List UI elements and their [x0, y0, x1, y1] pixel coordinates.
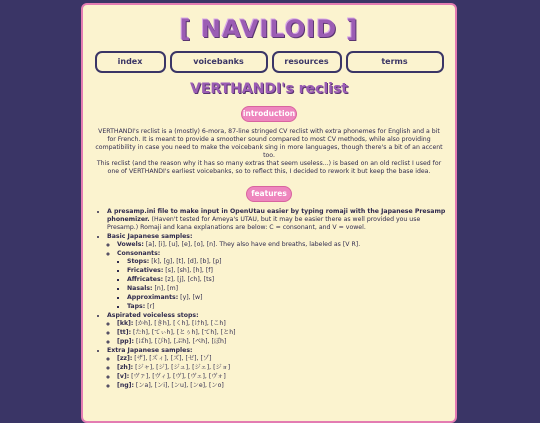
page-container	[81, 3, 457, 423]
list-item	[127, 258, 447, 266]
consonant-label: Approximants:	[127, 293, 179, 301]
aspirated-title: Aspirated voiceless stops:	[107, 311, 199, 319]
list-item	[127, 285, 447, 293]
site-title[interactable]: [ NAVILOID ]	[179, 15, 359, 43]
list-item	[127, 303, 447, 311]
presamp-note: (Haven't tested for Ameya's UTAU, but it may be easier there as well provided you use Presamp.) Romaji and kana explanations are below: C = consonant, and V = vowel.	[107, 215, 421, 231]
consonant-value: [n], [m]	[152, 284, 179, 292]
vowels-value: [a], [i], [u], [e], [o], [n]. They also have end breaths, labeled as [V R].	[143, 240, 361, 248]
consonant-value: [y], [w]	[178, 293, 203, 301]
list-item	[127, 276, 447, 284]
extra-value: [ヴァ], [ヴィ], [ヴ], [ヴェ], [ヴォ]	[129, 372, 226, 380]
presamp-title: A presamp.ini file to make input in OpenUtau easier by typing romaji with the Japanese Presamp phonemizer.	[107, 207, 446, 223]
section-heading-introduction: introduction	[241, 106, 297, 122]
extra-value: [ジャ], [ジ], [ジュ], [ジェ], [ジョ]	[133, 363, 231, 371]
extra-title: Extra Japanese samples:	[107, 346, 193, 354]
section-heading-features: features	[246, 186, 292, 202]
consonant-label: Stops:	[127, 257, 150, 265]
consonant-value: [z], [j], [ch], [ts]	[163, 275, 215, 283]
consonant-label: Taps:	[127, 302, 146, 310]
consonant-label: Affricates:	[127, 275, 164, 283]
extra-label: [zz]:	[117, 354, 133, 362]
nav-index-button[interactable]: index	[95, 51, 166, 73]
intro-paragraph-2: This reclist (and the reason why it has so many extras that seem useless...) is based on an old reclist I used for one of VERTHANDI's earliest voicebanks, so to reflect this, I decided to rework it but keep the base idea.	[96, 160, 442, 176]
list-item	[127, 267, 447, 275]
list-item	[117, 373, 447, 381]
list-item	[117, 241, 447, 249]
list-item	[117, 250, 447, 311]
vowels-label: Vowels:	[117, 240, 144, 248]
aspirated-label: [pp]:	[117, 337, 134, 345]
list-item	[117, 355, 447, 363]
list-item	[117, 382, 447, 390]
list-item	[107, 233, 447, 311]
consonant-value: [r]	[145, 302, 155, 310]
list-item	[107, 208, 447, 232]
nav-terms-button[interactable]: terms	[346, 51, 444, 73]
extra-label: [v]:	[117, 372, 130, 380]
consonant-label: Nasals:	[127, 284, 153, 292]
aspirated-label: [kk]:	[117, 319, 134, 327]
consonant-label: Fricatives:	[127, 266, 164, 274]
list-item	[107, 347, 447, 390]
nav-voicebanks-button[interactable]: voicebanks	[170, 51, 268, 73]
nav-resources-button[interactable]: resources	[272, 51, 342, 73]
basic-samples-title: Basic Japanese samples:	[107, 232, 193, 240]
list-item	[127, 294, 447, 302]
list-item	[117, 320, 447, 328]
aspirated-value: [かh], [きh], [くh], [けh], [こh]	[133, 319, 226, 327]
extra-value: [ンa], [ンi], [ンu], [ンe], [ンo]	[133, 381, 224, 389]
list-item	[107, 312, 447, 346]
list-item	[117, 329, 447, 337]
extra-label: [ng]:	[117, 381, 134, 389]
extra-label: [zh]:	[117, 363, 134, 371]
extra-value: [ザ], [ズィ], [ズ], [ゼ], [ゾ]	[132, 354, 212, 362]
introduction-text	[93, 128, 445, 177]
aspirated-value: [たh], [てぃh], [とぅh], [てh], [とh]	[131, 328, 236, 336]
consonants-label: Consonants:	[117, 249, 161, 257]
nav-bar	[83, 51, 455, 73]
aspirated-label: [tt]:	[117, 328, 132, 336]
consonant-value: [s], [sh], [h], [f]	[163, 266, 213, 274]
list-item	[117, 364, 447, 372]
aspirated-value: [ぱh], [ぴh], [ぷh], [ぺh], [ぽh]	[134, 337, 227, 345]
page-title: VERTHANDI's reclist	[189, 81, 348, 97]
list-item	[117, 338, 447, 346]
features-list	[93, 208, 447, 390]
consonant-value: [k], [g], [t], [d], [b], [p]	[149, 257, 222, 265]
intro-paragraph-1: VERTHANDI's reclist is a (mostly) 6-mora, 87-line stringed CV reclist with extra phonemes for English and a bit for French. It is meant to provide a smoother sound compared to most CV methods, while also providing compatibility in case you need to make the voicebank sing in more languages, though there's a bit of an accent too.	[95, 128, 443, 160]
